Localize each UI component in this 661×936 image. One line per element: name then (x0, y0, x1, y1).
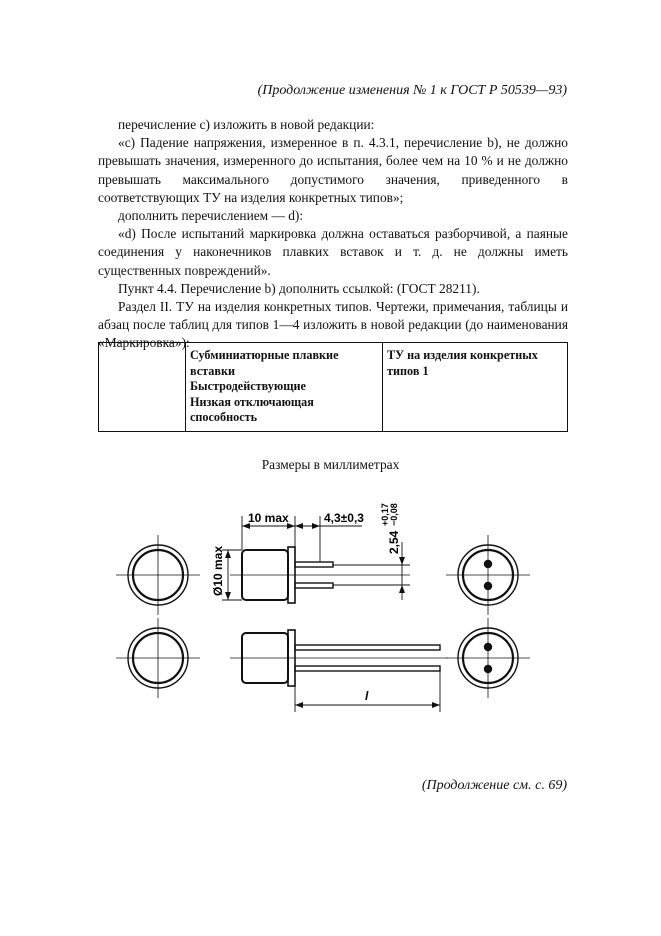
table-line: Быстродействующие (190, 379, 306, 393)
end-view-left-bottom (116, 618, 200, 698)
paragraph: Пункт 4.4. Перечисление b) дополнить ссылкой: (ГОСТ 28211). (118, 280, 480, 296)
page-footer: (Продолжение см. с. 69) (421, 778, 567, 793)
paragraph: «d) После испытаний маркировка должна оставаться разборчивой, а паяные соединения у наконечников плавких вставок и т. д. не должны иметь существенных повреждений». (98, 226, 568, 278)
pin-view-right-top (446, 535, 530, 615)
pin-view-right-bottom (446, 618, 530, 698)
dim-lead-label: l (365, 689, 369, 703)
body-text (98, 116, 568, 353)
paragraph: «с) Падение напряжения, измеренное в п. 4.3.1, перечисление b), не должно превышать значения, измеренного до испытания, более чем на 10 % и не должно превышать максимального допустимого значения, приведенного в соответствующих ТУ на изделия конкретных типов»; (98, 135, 568, 205)
dim-diameter-label: Ø10 max (211, 545, 225, 596)
dim-pitch-tol-upper: +0,17 (380, 503, 390, 526)
paragraph: дополнить перечислением — d): (118, 208, 304, 224)
dim-offset-label: 4,3±0,3 (324, 511, 364, 525)
paragraph: перечисление с) изложить в новой редакции: (118, 117, 375, 132)
table-cell-type (186, 343, 383, 432)
table-line: Низкая отключающая способность (190, 394, 314, 424)
table-cell-empty (99, 343, 186, 432)
table-cell-spec: ТУ на изделия конкретных типов 1 (383, 343, 568, 432)
spec-table (98, 342, 568, 432)
fuse-drawing (110, 490, 550, 720)
table-line: Субминиатюрные плавкие вставки (190, 348, 339, 378)
dim-length-label: 10 max (248, 511, 289, 525)
dim-pitch-label: 2,54 (387, 530, 401, 554)
end-view-left-top (116, 535, 200, 615)
page-header: (Продолжение изменения № 1 к ГОСТ Р 50539—93) (257, 83, 567, 98)
figure-caption: Размеры в миллиметрах (261, 457, 400, 472)
side-view-long-leads (230, 630, 448, 686)
dim-pitch-tol-lower: −0,08 (389, 503, 399, 526)
paragraph: Раздел II. ТУ на изделия конкретных типов. Чертежи, примечания, таблицы и абзац после таблиц для типов 1—4 изложить в новой редакции (до наименования «Маркировка»): (98, 299, 568, 351)
